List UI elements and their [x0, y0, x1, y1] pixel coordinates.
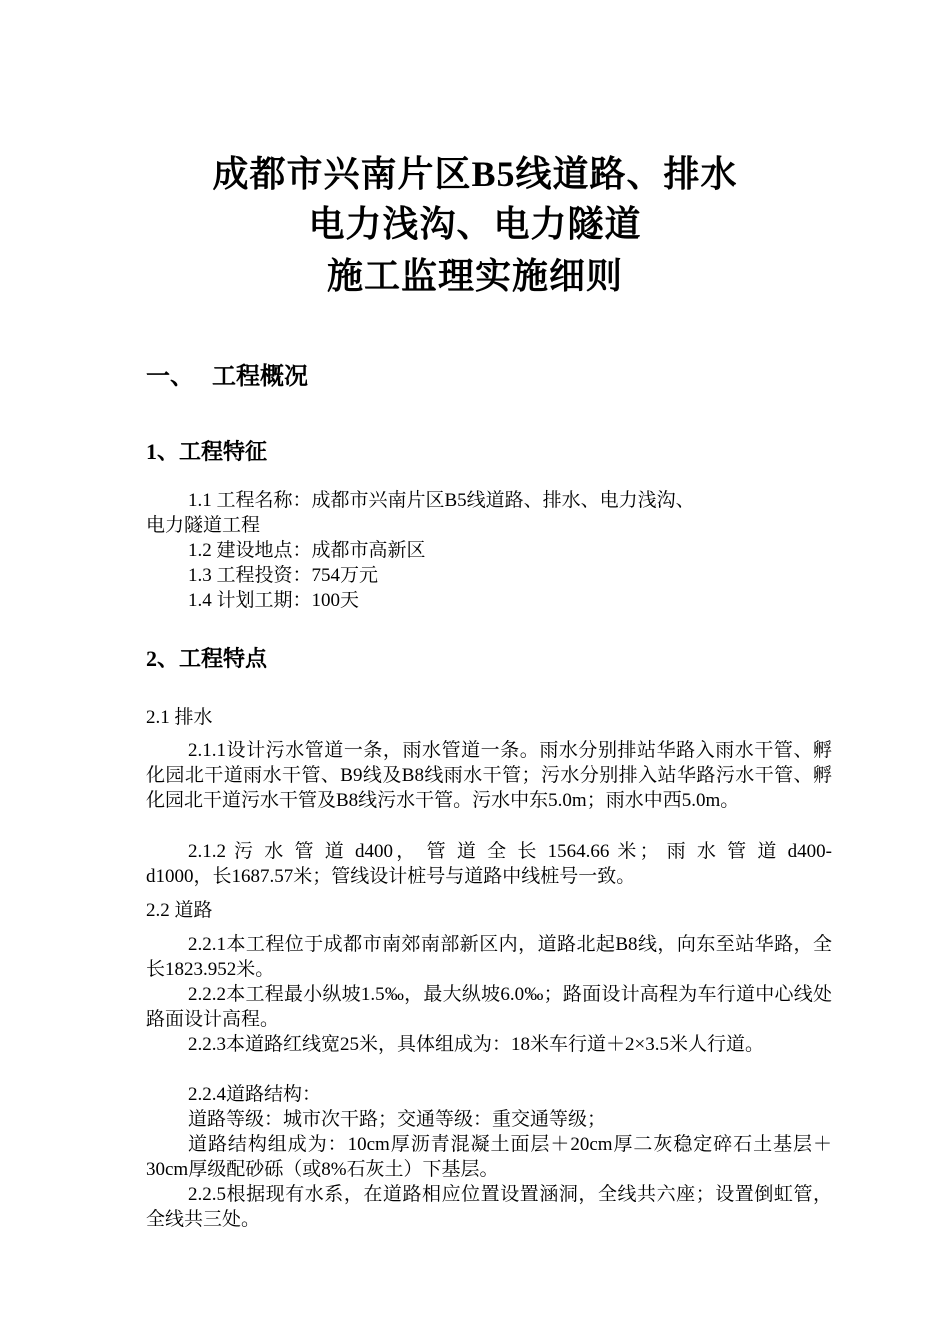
sub-heading-2-2: 2.2 道路: [146, 900, 213, 921]
subsection-heading-characteristics: 2、工程特点: [146, 646, 268, 671]
paragraph-2-1-1: 2.1.1设计污水管道一条，雨水管道一条。雨水分别排站华路入雨水干管、孵化园北干道雨水干管、B9线及B8线雨水干管；污水分别排入站华路污水干管、孵化园北干道污水干管及B8线污水干管。污水中东5.0m；雨水中西5.0m。: [146, 740, 832, 811]
paragraph-2-2-1: 2.2.1本工程位于成都市南郊南部新区内，道路北起B8线，向东至站华路，全长1823.952米。: [146, 934, 832, 980]
road-grade-line: 道路等级：城市次干路；交通等级：重交通等级；: [188, 1109, 607, 1130]
subsection-heading-features: 1、工程特征: [146, 439, 268, 464]
paragraph-2-1-2-line-2: d1000，长1687.57米；管线设计桩号与道路中线桩号一致。: [146, 866, 636, 887]
document-title-line-2: 电力浅沟、电力隧道: [308, 204, 642, 244]
document-title-line-3: 施工监理实施细则: [326, 256, 623, 296]
section-number: 一、: [146, 364, 194, 390]
paragraph-2-2-5: 2.2.5根据现有水系，在道路相应位置设置涵洞，全线共六座；设置倒虹管，全线共三处。: [146, 1184, 832, 1230]
document-title-line-1: 成都市兴南片区B5线道路、排水: [212, 154, 738, 194]
section-heading-overview: [146, 360, 308, 394]
sub-heading-2-1: 2.1 排水: [146, 707, 213, 728]
paragraph-2-2-4: 2.2.4道路结构：: [188, 1084, 322, 1105]
paragraph-2-2-2: 2.2.2本工程最小纵坡1.5‰，最大纵坡6.0‰；路面设计高程为车行道中心线处路面设计高程。: [146, 984, 832, 1030]
item-1-1-line-2: 电力隧道工程: [146, 515, 261, 536]
item-1-4: 1.4 计划工期：100天: [188, 590, 360, 611]
road-structure-paragraph: 道路结构组成为：10cm厚沥青混凝土面层＋20cm厚二灰稳定碎石土基层＋30cm厚级配砂砾（或8%石灰土）下基层。: [146, 1134, 832, 1180]
item-1-3: 1.3 工程投资：754万元: [188, 565, 379, 586]
item-1-1-line-1: 1.1 工程名称：成都市兴南片区B5线道路、排水、电力浅沟、: [188, 490, 695, 511]
paragraph-2-2-3: 2.2.3本道路红线宽25米，具体组成为：18米车行道＋2×3.5米人行道。: [188, 1034, 764, 1055]
item-1-2: 1.2 建设地点：成都市高新区: [188, 540, 426, 561]
paragraph-2-1-2-line-1: 2.1.2 污 水 管 道 d400， 管 道 全 长 1564.66 米； 雨 水 管 道 d400-: [188, 841, 833, 862]
section-title: 工程概况: [212, 364, 308, 390]
